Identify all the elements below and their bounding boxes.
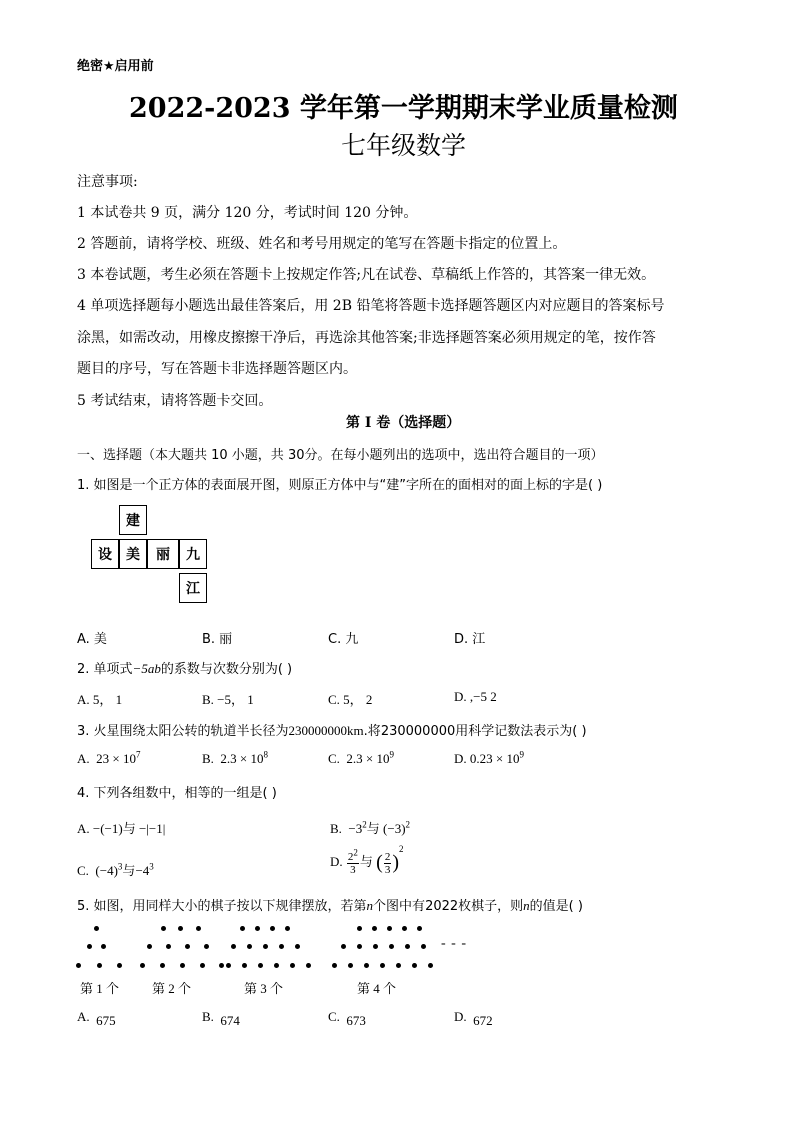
net-cell-3: 丽 xyxy=(147,539,179,569)
q5-option-b-label: B. xyxy=(202,1009,214,1024)
q3-option-b-label: B. xyxy=(202,751,214,766)
piece xyxy=(117,963,122,968)
piece xyxy=(166,944,171,949)
q5-option-b-value: 674 xyxy=(220,1013,240,1028)
net-cell-1: 设 xyxy=(91,539,119,569)
piece xyxy=(160,963,165,968)
q4-d-den: 3 xyxy=(350,863,356,876)
caption-2: 第 2 个 xyxy=(152,981,192,996)
net-cell-2: 美 xyxy=(119,539,147,569)
piece xyxy=(380,963,385,968)
q3-number2: 230000000 xyxy=(380,724,456,739)
q3-option-c-mantissa: 2.3 × 10 xyxy=(346,751,390,766)
piece xyxy=(87,944,92,949)
q4-d-exp2: 2 xyxy=(399,844,404,854)
piece xyxy=(204,944,209,949)
q5-option-c-label: C. xyxy=(328,1009,340,1024)
q4-b-mid: 与 xyxy=(366,822,380,837)
piece xyxy=(76,963,81,968)
q3-stem xyxy=(77,720,587,739)
piece xyxy=(428,963,433,968)
q5-option-d xyxy=(454,1009,493,1028)
q2-option-c: C. 5， 2 xyxy=(328,692,373,707)
q4-d-fraction-2 xyxy=(384,851,392,876)
q1-option-d: D. 江 xyxy=(454,632,486,647)
piece xyxy=(387,926,392,931)
piece xyxy=(255,926,260,931)
q3-option-d-label: D. xyxy=(454,751,467,766)
q3-number: 230000000km xyxy=(288,723,364,738)
piece xyxy=(373,944,378,949)
q2-stem xyxy=(77,658,292,677)
note-line-5: 涂黑，如需改动，用橡皮擦擦干净后，再选涂其他答案;非选择题答案必须用规定的笔，按作答 xyxy=(77,330,656,346)
piece xyxy=(357,944,362,949)
note-line-1: 1 本试卷共 9 页，满分 120 分，考试时间 120 分钟。 xyxy=(77,205,418,221)
section-instruction: 一、选择题（本大题共 10 小题，共 30分。在每小题列出的选项中，选出符合题目的一项） xyxy=(77,448,604,463)
piece xyxy=(396,963,401,968)
piece xyxy=(219,963,224,968)
piece xyxy=(263,944,268,949)
q5-option-c-value: 673 xyxy=(346,1013,366,1028)
q4-stem: 4. 下列各组数中，相等的一组是( ) xyxy=(77,786,277,801)
q4-c-mid: 与 xyxy=(122,864,136,879)
pattern-ellipsis: - - - xyxy=(441,936,467,951)
piece xyxy=(258,963,263,968)
q1-option-a: A. 美 xyxy=(77,632,107,647)
caption-1: 第 1 个 xyxy=(80,981,120,996)
q2-prefix: 2. 单项式 xyxy=(77,662,133,677)
q4-c-label: C. xyxy=(77,863,89,878)
q5-option-a-value: 675 xyxy=(96,1013,116,1028)
caption-3: 第 3 个 xyxy=(244,981,284,996)
q2-suffix: 的系数与次数分别为( ) xyxy=(160,662,293,677)
q2-expression: −5ab xyxy=(132,661,161,676)
q5-middle: 个图中有 xyxy=(373,899,426,914)
q4-a-mid: 与 xyxy=(122,822,136,837)
q4-d-mid: 与 xyxy=(359,855,373,870)
caption-4: 第 4 个 xyxy=(357,981,397,996)
q3-prefix: 3. 火星围绕太阳公转的轨道半长径为 xyxy=(77,724,289,739)
piece xyxy=(147,944,152,949)
q5-count: 2022 xyxy=(425,899,459,914)
q4-b-right-exp: 2 xyxy=(405,819,411,830)
q3-option-a-mantissa: 23 × 10 xyxy=(96,751,136,766)
q5-option-c xyxy=(328,1009,366,1028)
exam-subtitle: 七年级数学 xyxy=(341,131,467,160)
q4-b-left: −3 xyxy=(348,821,363,836)
piece xyxy=(364,963,369,968)
piece xyxy=(94,926,99,931)
q3-option-a-label: A. xyxy=(77,751,90,766)
q4-b-left-exp: 2 xyxy=(362,819,367,830)
q5-option-b xyxy=(202,1009,240,1028)
piece xyxy=(270,926,275,931)
q3-option-c-label: C. xyxy=(328,751,340,766)
notes-heading: 注意事项: xyxy=(77,174,138,190)
piece xyxy=(178,926,183,931)
q4-b-right: (−3) xyxy=(383,821,406,836)
piece xyxy=(161,926,166,931)
piece xyxy=(274,963,279,968)
q4-c-right: −4 xyxy=(135,863,150,878)
piece xyxy=(412,963,417,968)
q3-option-a-exp: 7 xyxy=(135,749,141,760)
q5-prefix: 5. 如图，用同样大小的棋子按以下规律摆放，若第 xyxy=(77,899,367,914)
q4-c-left: (−4) xyxy=(95,863,118,878)
net-cell-4: 九 xyxy=(179,539,207,569)
q4-option-d: D. $\frac{2^2}{3}$ 与 ( $\frac{2}{3}$ )$^2$ xyxy=(330,844,404,876)
piece xyxy=(140,963,145,968)
confidential-label: 绝密★启用前 xyxy=(77,59,154,74)
exam-title: 2022-2023 学年第一学期期末学业质量检测 xyxy=(129,93,678,124)
net-cell-bottom: 江 xyxy=(179,573,207,603)
q4-d-den2: 3 xyxy=(384,863,391,876)
piece xyxy=(242,963,247,968)
piece xyxy=(200,963,205,968)
q4-c-right-exp: 3 xyxy=(149,861,154,872)
q1-stem: 1. 如图是一个正方体的表面展开图，则原正方体中与“建”字所在的面相对的面上标的字是( ) xyxy=(77,478,603,493)
q4-option-b xyxy=(330,818,410,837)
q4-a-label: A. xyxy=(77,821,90,836)
piece xyxy=(421,944,426,949)
q3-option-d xyxy=(454,751,524,767)
q4-a-right: −|−1| xyxy=(138,821,166,836)
q2-option-a: A. 5， 1 xyxy=(77,692,123,707)
piece xyxy=(348,963,353,968)
piece xyxy=(231,944,236,949)
piece xyxy=(332,963,337,968)
note-line-4: 4 单项选择题每小题选出最佳答案后，用 2B 铅笔将答题卡选择题答题区内对应题目的答案标号 xyxy=(77,298,665,314)
q3-option-b-exp: 8 xyxy=(263,749,269,760)
q3-middle: .将 xyxy=(363,724,381,739)
piece xyxy=(185,944,190,949)
q2-option-b: B. −5， 1 xyxy=(202,692,254,707)
q3-option-d-mantissa: 0.23 × 10 xyxy=(469,751,520,766)
q5-suffix: 的值是( ) xyxy=(529,899,583,914)
q5-option-d-value: 672 xyxy=(473,1013,493,1028)
piece xyxy=(240,926,245,931)
q3-option-c xyxy=(328,751,394,767)
section-title: 第 I 卷（选择题） xyxy=(346,415,461,431)
piece xyxy=(402,926,407,931)
piece xyxy=(180,963,185,968)
q1-option-c: C. 九 xyxy=(328,632,359,647)
q3-option-c-exp: 9 xyxy=(389,749,395,760)
q3-option-b xyxy=(202,751,268,767)
piece xyxy=(226,963,231,968)
q5-option-d-label: D. xyxy=(454,1009,467,1024)
q4-option-a xyxy=(77,818,165,837)
piece xyxy=(372,926,377,931)
q4-c-left-exp: 3 xyxy=(117,861,123,872)
q2-option-d: D. ,−5 2 xyxy=(454,689,497,704)
net-cell-top: 建 xyxy=(119,505,147,535)
q3-option-d-exp: 9 xyxy=(519,749,524,760)
q5-option-a-label: A. xyxy=(77,1009,90,1024)
note-line-2: 2 答题前，请将学校、班级、姓名和考号用规定的笔写在答题卡指定的位置上。 xyxy=(77,236,567,252)
note-line-6: 题目的序号，写在答题卡非选择题答题区内。 xyxy=(77,361,357,377)
q4-d-num-exp: 2 xyxy=(353,846,358,857)
piece xyxy=(405,944,410,949)
note-line-3: 3 本卷试题，考生必须在答题卡上按规定作答;凡在试卷、草稿纸上作答的，其答案一律无效。 xyxy=(77,267,656,283)
q5-var: n xyxy=(366,898,374,913)
q3-option-b-mantissa: 2.3 × 10 xyxy=(220,751,264,766)
q5-middle2: 枚棋子，则 xyxy=(458,899,524,914)
piece xyxy=(357,926,362,931)
q4-d-num2: 2 xyxy=(384,850,391,863)
piece xyxy=(290,963,295,968)
note-line-7: 5 考试结束，请将答题卡交回。 xyxy=(77,393,273,409)
q4-d-num: 2 xyxy=(347,850,354,863)
q4-d-label: D. xyxy=(330,854,343,869)
q5-option-a xyxy=(77,1009,116,1028)
q5-stem xyxy=(77,895,583,914)
q4-a-left: −(−1) xyxy=(92,821,123,836)
q4-b-label: B. xyxy=(330,821,342,836)
piece xyxy=(389,944,394,949)
q5-var2: n xyxy=(523,898,530,913)
q3-option-a xyxy=(77,751,140,767)
piece xyxy=(285,926,290,931)
piece xyxy=(101,944,106,949)
piece xyxy=(417,926,422,931)
piece xyxy=(279,944,284,949)
q3-suffix: 用科学记数法表示为( ) xyxy=(455,724,587,739)
piece xyxy=(295,944,300,949)
piece xyxy=(196,926,201,931)
piece xyxy=(341,944,346,949)
q4-option-c xyxy=(77,860,154,879)
piece xyxy=(306,963,311,968)
q4-d-fraction-1 xyxy=(347,846,359,876)
q1-option-b: B. 丽 xyxy=(202,632,233,647)
piece xyxy=(247,944,252,949)
piece xyxy=(97,963,102,968)
